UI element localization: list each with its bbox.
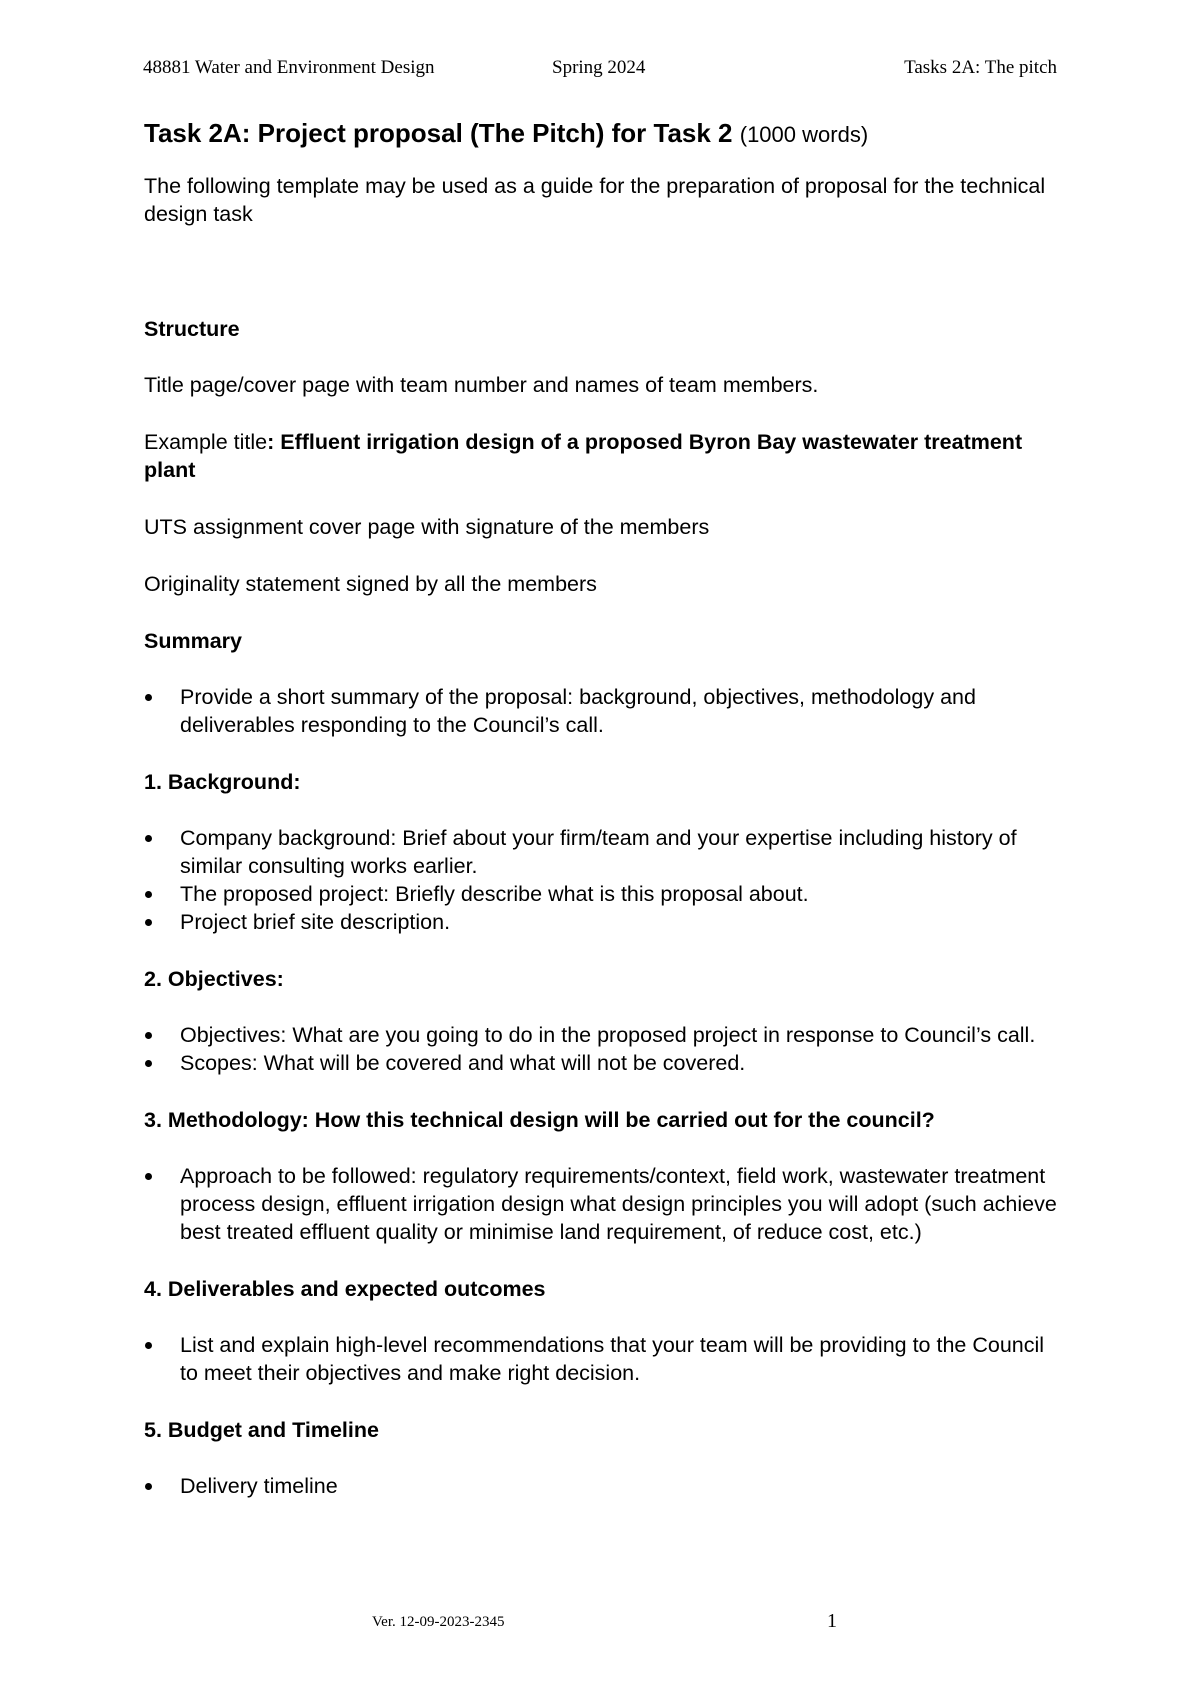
list-item [144, 1049, 1064, 1077]
objectives-list [144, 1021, 1064, 1077]
bullet-icon [145, 1483, 152, 1490]
budget-list [144, 1472, 1064, 1500]
list-item [144, 824, 1064, 880]
page-title [144, 116, 1064, 152]
list-item-text: Objectives: What are you going to do in the proposed project in response to Council’s call. [180, 1023, 1036, 1047]
methodology-heading: 3. Methodology: How this technical design will be carried out for the council? [144, 1108, 935, 1132]
bullet-icon [145, 1173, 152, 1180]
example-title-paragraph [144, 428, 1064, 484]
bullet-icon [145, 694, 152, 701]
header-task: Tasks 2A: The pitch [904, 57, 1057, 78]
originality-text: Originality statement signed by all the members [144, 572, 597, 596]
document-body [144, 116, 1064, 1529]
objectives-heading: 2. Objectives: [144, 967, 284, 991]
bullet-icon [145, 1060, 152, 1067]
list-item-text: Scopes: What will be covered and what will not be covered. [180, 1051, 746, 1075]
header-term: Spring 2024 [552, 57, 646, 78]
methodology-list [144, 1162, 1064, 1246]
bullet-icon [145, 919, 152, 926]
list-item-text: Company background: Brief about your firm/team and your expertise including history of similar consulting works earlier. [180, 826, 1017, 878]
list-item [144, 1162, 1064, 1246]
header-course: 48881 Water and Environment Design [143, 57, 435, 78]
title-word-count: (1000 words) [739, 122, 869, 147]
list-item-text: Provide a short summary of the proposal: background, objectives, methodology and deliverables responding to the Council’s call. [180, 685, 976, 737]
list-item-text: Approach to be followed: regulatory requirements/context, field work, wastewater treatment process design, effluent irrigation design what design principles you will adopt (such achieve best treated effluent quality or minimise land requirement, of reduce cost, etc.) [180, 1164, 1057, 1244]
list-item-text: Delivery timeline [180, 1474, 338, 1498]
list-item-text: Project brief site description. [180, 910, 451, 934]
list-item-text: The proposed project: Briefly describe what is this proposal about. [180, 882, 809, 906]
list-item [144, 1472, 1064, 1500]
bullet-icon [145, 1342, 152, 1349]
summary-list [144, 683, 1064, 739]
bullet-icon [145, 891, 152, 898]
background-heading: 1. Background: [144, 770, 301, 794]
bullet-icon [145, 835, 152, 842]
list-item [144, 1021, 1064, 1049]
cover-page-text: UTS assignment cover page with signature of the members [144, 515, 710, 539]
deliverables-heading: 4. Deliverables and expected outcomes [144, 1277, 546, 1301]
structure-heading: Structure [144, 317, 240, 341]
title-main: Task 2A: Project proposal (The Pitch) for Task 2 [144, 118, 733, 148]
example-title-label: Example title [144, 430, 268, 454]
background-list [144, 824, 1064, 936]
list-item-text: List and explain high-level recommendations that your team will be providing to the Council to meet their objectives and make right decision. [180, 1333, 1045, 1385]
summary-heading: Summary [144, 629, 242, 653]
intro-paragraph: The following template may be used as a guide for the preparation of proposal for the technical design task [144, 174, 1046, 226]
page-number: 1 [827, 1610, 837, 1632]
title-page-text: Title page/cover page with team number and names of team members. [144, 373, 819, 397]
list-item [144, 683, 1064, 739]
example-title-value: : Effluent irrigation design of a proposed Byron Bay wastewater treatment plant [144, 430, 1023, 482]
footer-version: Ver. 12-09-2023-2345 [372, 1614, 505, 1630]
budget-heading: 5. Budget and Timeline [144, 1418, 379, 1442]
list-item [144, 1331, 1064, 1387]
list-item [144, 908, 1064, 936]
bullet-icon [145, 1032, 152, 1039]
deliverables-list [144, 1331, 1064, 1387]
list-item [144, 880, 1064, 908]
